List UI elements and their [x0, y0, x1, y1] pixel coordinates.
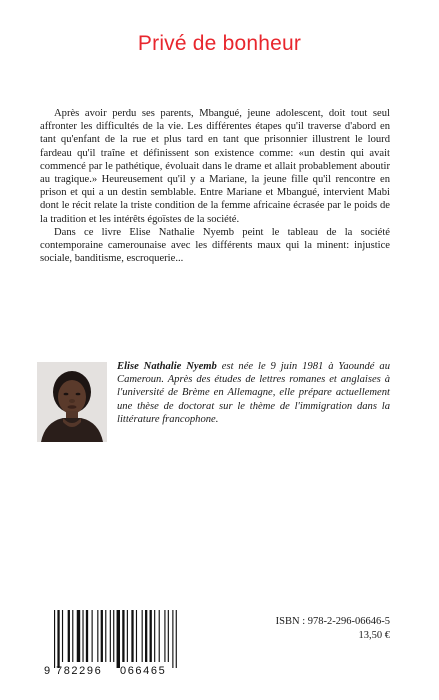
- barcode-bar: [168, 610, 169, 662]
- barcode-bar: [164, 610, 165, 662]
- barcode-bar: [113, 610, 114, 662]
- barcode: [44, 610, 190, 676]
- author-bio-text: est née le 9 juin 1981 à Yaoundé au Cameroun. Après des études de lettres romanes et anglaises à l'université de Brème en Allemagne, elle prépare actuellement une thèse de doctorat sur le thème de l'immigration dans la littérature francophone.: [117, 361, 390, 425]
- barcode-bar: [176, 610, 177, 668]
- barcode-bar: [86, 610, 88, 662]
- book-title: Privé de bonheur: [137, 32, 302, 55]
- author-photo: [37, 362, 107, 442]
- barcode-bar: [154, 610, 155, 662]
- barcode-bar: [97, 610, 98, 662]
- summary-paragraph-2: Dans ce livre Elise Nathalie Nyemb peint le tableau de la société contemporaine camerounaise avec les différents maux qui la minent: injustice sociale, banditisme, escroquerie...: [40, 226, 390, 265]
- barcode-digit-first: 9: [44, 665, 51, 676]
- barcode-bar: [145, 610, 147, 662]
- barcode-bar: [159, 610, 160, 662]
- barcode-bar: [117, 610, 120, 668]
- author-portrait-image: [37, 362, 107, 442]
- summary: [40, 107, 390, 265]
- barcode-bar: [110, 610, 111, 662]
- barcode-bar: [68, 610, 70, 662]
- author-name: Elise Nathalie Nyemb: [117, 361, 217, 372]
- barcode-digits-right: 066465: [120, 665, 167, 676]
- barcode-bar: [62, 610, 63, 662]
- barcode-bar: [54, 610, 55, 668]
- barcode-bars: [54, 610, 177, 668]
- barcode-bar: [72, 610, 73, 662]
- barcode-bar: [105, 610, 106, 662]
- barcode-bar: [150, 610, 152, 662]
- isbn: ISBN : 978-2-296-06646-5: [275, 616, 390, 627]
- barcode-bar: [131, 610, 133, 662]
- barcode-bar: [136, 610, 137, 662]
- author-bio: [117, 360, 390, 426]
- barcode-bar: [92, 610, 93, 662]
- barcode-bar: [127, 610, 128, 662]
- barcode-bar: [101, 610, 103, 662]
- barcode-bar: [77, 610, 80, 662]
- summary-paragraph-1: Après avoir perdu ses parents, Mbangué, jeune adolescent, doit tout seul affronter les difficultés de la vie. Les différentes étapes qu'il traverse d'abord en tant qu'enfant de la rue et plus tard en tant que prisonnier illustrent le lourd fardeau qu'il traîne et définissent son existence comme: «un destin qui avait commencé par le pathétique, évoluait dans le drame et allait probablement aboutir au tragique.» Heureusement qu'il y a Mariane, la jeune fille qu'il rencontre en prison et qui a un destin semblable. Entre Mariane et Mbangué, intervient Mabi dont le récit relate la triste condition de la femme africaine écrasée par le poids de la tradition et les intérêts égoïstes de la société.: [40, 108, 390, 225]
- barcode-bar: [57, 610, 59, 668]
- price: 13,50 €: [358, 630, 390, 641]
- barcode-bar: [122, 610, 124, 662]
- barcode-bar: [172, 610, 173, 668]
- barcode-digits-left: 782296: [56, 665, 103, 676]
- barcode-bar: [82, 610, 83, 662]
- barcode-bar: [142, 610, 143, 662]
